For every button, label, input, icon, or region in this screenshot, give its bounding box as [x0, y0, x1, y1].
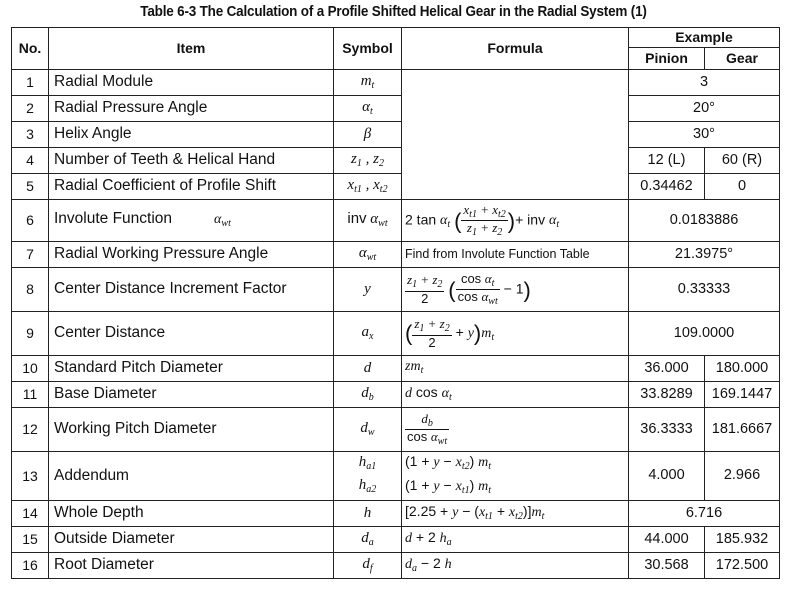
- row-pinion: 36.3333: [629, 408, 705, 452]
- row-item: Center Distance: [49, 312, 334, 356]
- row-gear: 0: [705, 174, 780, 200]
- row-formula: ( $\frac{z_1 + z_2}{2}$ + $y)m_t$: [402, 312, 629, 356]
- row-example: 20°: [629, 96, 780, 122]
- row-item: Base Diameter: [49, 382, 334, 408]
- row-symbol: $x_{t1}$ , $x_{t2}$: [334, 174, 402, 200]
- row-formula: $[2.25 + y - (x_{t1} + x_{t2})]m_t$: [402, 501, 629, 527]
- row-symbol: d: [334, 356, 402, 382]
- row-symbol: y: [334, 268, 402, 312]
- row-symbol: h: [334, 501, 402, 527]
- row-number: 9: [12, 312, 49, 356]
- row-symbol: $\alpha_{wt}$: [334, 242, 402, 268]
- row-item: Radial Module: [49, 70, 334, 96]
- row-item: Number of Teeth & Helical Hand: [49, 148, 334, 174]
- row-gear: 181.6667: [705, 408, 780, 452]
- row-item: Center Distance Increment Factor: [49, 268, 334, 312]
- header-no: No.: [12, 28, 49, 70]
- calculation-table: [11, 27, 780, 579]
- row-symbol: inv $\alpha_{wt}$: [334, 200, 402, 242]
- row-formula: $d_a - 2$ h: [402, 553, 629, 579]
- table-row: [12, 174, 780, 200]
- row-pinion: 33.8289: [629, 382, 705, 408]
- table-row: [12, 408, 780, 452]
- row-pinion: 30.568: [629, 553, 705, 579]
- row-symbol: $d_w$: [334, 408, 402, 452]
- row-formula: d $\cos \alpha_t$: [402, 382, 629, 408]
- row-number: 11: [12, 382, 49, 408]
- row-example: 0.33333: [629, 268, 780, 312]
- row-item: Whole Depth: [49, 501, 334, 527]
- row-number: 4: [12, 148, 49, 174]
- table-row: [12, 268, 780, 312]
- row-symbol: $d_f$: [334, 553, 402, 579]
- row-gear: 172.500: [705, 553, 780, 579]
- row-item: Outside Diameter: [49, 527, 334, 553]
- row-pinion: 0.34462: [629, 174, 705, 200]
- row-gear: 185.932: [705, 527, 780, 553]
- header-gear: Gear: [705, 48, 780, 70]
- row-formula: $\frac{z_1 + z_2}{2}$ ( $\frac{\cos \alpha_t}{\cos \alpha_{wt}}$ − 1): [402, 268, 629, 312]
- row-number: 7: [12, 242, 49, 268]
- table-row: [12, 527, 780, 553]
- row-item: Helix Angle: [49, 122, 334, 148]
- row-gear: 180.000: [705, 356, 780, 382]
- row-number: 2: [12, 96, 49, 122]
- header-example: Example: [629, 28, 780, 48]
- row-formula-empty: [402, 70, 629, 200]
- row-symbol: $d_a$: [334, 527, 402, 553]
- row-formula: Find from Involute Function Table: [402, 242, 629, 268]
- row-example: 21.3975°: [629, 242, 780, 268]
- row-pinion: 36.000: [629, 356, 705, 382]
- row-item-label: Involute Function: [54, 210, 173, 228]
- row-item: Radial Coefficient of Profile Shift: [49, 174, 334, 200]
- row-item-symbol: $\alpha_{wt}$: [214, 212, 231, 230]
- row-example: 6.716: [629, 501, 780, 527]
- row-item: Radial Pressure Angle: [49, 96, 334, 122]
- table-row: [12, 148, 780, 174]
- header-row: [12, 28, 780, 48]
- row-item: Radial Working Pressure Angle: [49, 242, 334, 268]
- row-item: Addendum: [49, 452, 334, 501]
- row-symbol: $m_t$: [334, 70, 402, 96]
- header-formula: Formula: [402, 28, 629, 70]
- table-row: [12, 122, 780, 148]
- row-formula: $zm_t$: [402, 356, 629, 382]
- row-symbol: $\alpha_t$: [334, 96, 402, 122]
- row-item: Root Diameter: [49, 553, 334, 579]
- header-pinion: Pinion: [629, 48, 705, 70]
- row-formula: d + 2 $h_a$: [402, 527, 629, 553]
- row-example: 30°: [629, 122, 780, 148]
- row-example: 109.0000: [629, 312, 780, 356]
- row-symbol: $z_1$ , $z_2$: [334, 148, 402, 174]
- row-symbol: $a_x$: [334, 312, 402, 356]
- row-number: 15: [12, 527, 49, 553]
- row-formula: 2 $\tan \alpha_t$ ( $\frac{x_{t1} + x_{t2}}{z_1 + z_2}$ )+ inv $\alpha_t$: [402, 200, 629, 242]
- table-row: [12, 452, 780, 501]
- row-number: 8: [12, 268, 49, 312]
- table-row: [12, 356, 780, 382]
- table-row: [12, 553, 780, 579]
- row-item: Standard Pitch Diameter: [49, 356, 334, 382]
- table-row: [12, 501, 780, 527]
- row-number: 12: [12, 408, 49, 452]
- row-number: 3: [12, 122, 49, 148]
- row-gear: 169.1447: [705, 382, 780, 408]
- row-symbol: $d_b$: [334, 382, 402, 408]
- row-item: [49, 200, 334, 242]
- row-formula: $\frac{d_b}{\cos \alpha_{wt}}$: [402, 408, 629, 452]
- row-number: 5: [12, 174, 49, 200]
- row-pinion: 44.000: [629, 527, 705, 553]
- table-title: Table 6-3 The Calculation of a Profile Shifted Helical Gear in the Radial System (1): [140, 4, 647, 20]
- row-number: 10: [12, 356, 49, 382]
- row-gear: 60 (R): [705, 148, 780, 174]
- table-row: [12, 312, 780, 356]
- header-symbol: Symbol: [334, 28, 402, 70]
- row-pinion: 12 (L): [629, 148, 705, 174]
- row-number: 13: [12, 452, 49, 501]
- table-row: [12, 242, 780, 268]
- row-formula: $(1 + y - x_{t2})$ $m_t$ $(1 + y - x_{t1})$ $m_t$: [402, 452, 629, 501]
- row-number: 14: [12, 501, 49, 527]
- row-pinion: 4.000: [629, 452, 705, 501]
- row-number: 6: [12, 200, 49, 242]
- header-item: Item: [49, 28, 334, 70]
- table-row: [12, 70, 780, 96]
- row-symbol: $h_{a1}$ $h_{a2}$: [334, 452, 402, 501]
- table-row: [12, 382, 780, 408]
- row-example: 3: [629, 70, 780, 96]
- row-number: 16: [12, 553, 49, 579]
- row-number: 1: [12, 70, 49, 96]
- row-item: Working Pitch Diameter: [49, 408, 334, 452]
- table-row: [12, 200, 780, 242]
- row-gear: 2.966: [705, 452, 780, 501]
- row-example: 0.0183886: [629, 200, 780, 242]
- row-symbol: β: [334, 122, 402, 148]
- table-row: [12, 96, 780, 122]
